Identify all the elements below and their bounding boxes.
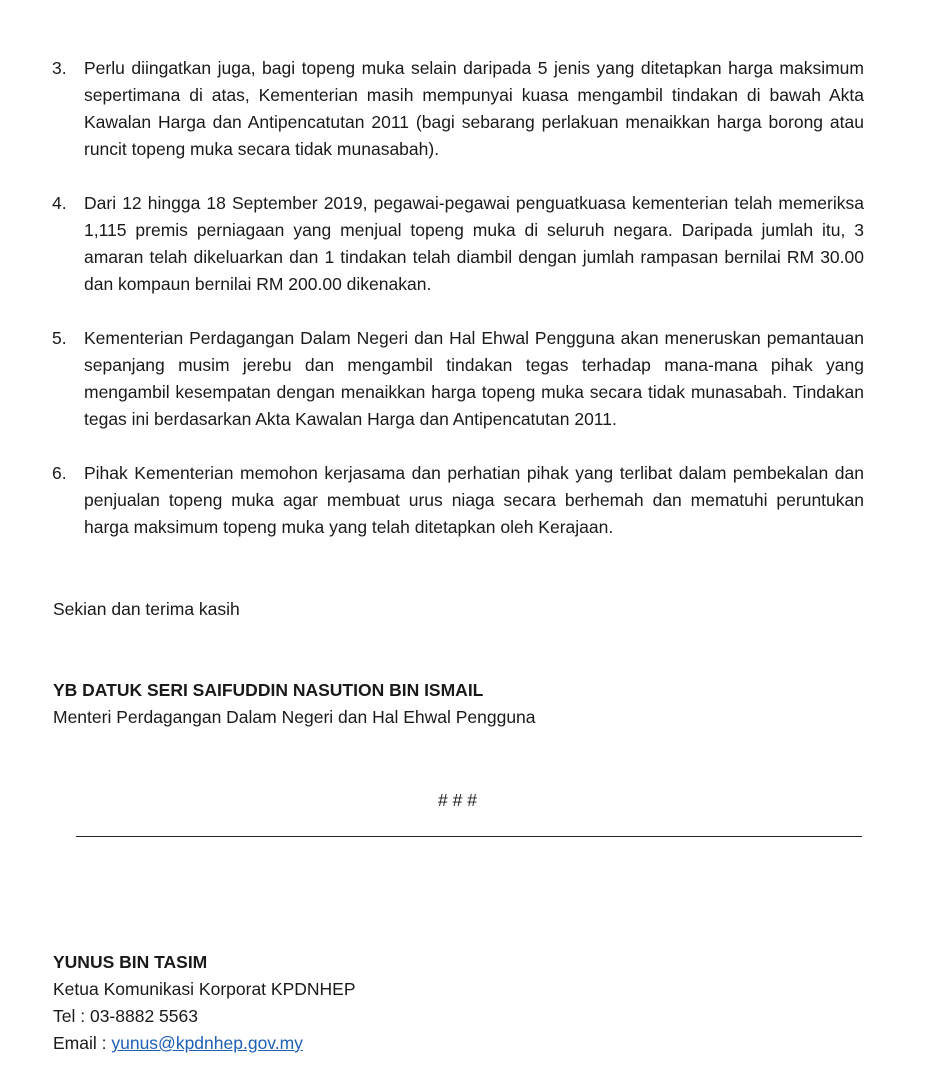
closing-remark: Sekian dan terima kasih [53,599,240,619]
signatory-name: YB DATUK SERI SAIFUDDIN NASUTION BIN ISMAIL [53,680,484,700]
paragraph-text: Pihak Kementerian memohon kerjasama dan perhatian pihak yang terlibat dalam pembekalan dan penjualan topeng muka agar membuat urus niaga secara berhemah dan mematuhi peruntukan harga maksimum topeng muka yang telah ditetapkan oleh Kerajaan. [84,463,864,537]
paragraph-text: Kementerian Perdagangan Dalam Negeri dan Hal Ehwal Pengguna akan meneruskan pemantauan sepanjang musim jerebu dan mengambil tindakan tegas terhadap mana-mana pihak yang mengambil kesempatan dengan menaikkan harga topeng muka secara tidak munasabah. Tindakan tegas ini berdasarkan Akta Kawalan Harga dan Antipencatutan 2011. [84,328,864,429]
email-label: Email : [53,1033,112,1053]
paragraph-text: Dari 12 hingga 18 September 2019, pegawai-pegawai penguatkuasa kementerian telah memeriksa 1,115 premis perniagaan yang menjual topeng muka di seluruh negara. Daripada jumlah itu, 3 amaran telah dikeluarkan dan 1 tindakan telah diambil dengan jumlah rampasan bernilai RM 30.00 dan kompaun bernilai RM 200.00 dikenakan. [84,193,864,294]
paragraph-number: 3. [52,58,67,78]
phone-number: 03-8882 5563 [89,1006,198,1026]
paragraph-5 [52,325,864,433]
paragraph-6 [52,460,864,541]
paragraph-number: 6. [52,463,67,483]
paragraph-3 [52,55,864,163]
paragraph-4 [52,190,864,298]
paragraph-number: 4. [52,193,67,213]
contact-name: YUNUS BIN TASIM [53,952,208,972]
horizontal-divider [76,836,862,837]
numbered-paragraph-list [52,55,864,568]
signatory-title: Menteri Perdagangan Dalam Negeri dan Hal Ehwal Pengguna [53,707,536,727]
contact-block [53,949,356,1057]
contact-phone-line [53,1003,356,1030]
paragraph-text: Perlu diingatkan juga, bagi topeng muka selain daripada 5 jenis yang ditetapkan harga maksimum sepertimana di atas, Kementerian masih mempunyai kuasa mengambil tindakan di bawah Akta Kawalan Harga dan Antipencatutan 2011 (bagi sebarang perlakuan menaikkan harga borong atau runcit topeng muka secara tidak munasabah). [84,58,864,159]
email-link[interactable]: yunus@kpdnhep.gov.my [111,1033,303,1053]
paragraph-number: 5. [52,328,67,348]
phone-label: Tel : [53,1006,90,1026]
contact-email-line [53,1030,356,1057]
end-of-release-mark: # # # [438,790,477,810]
contact-title: Ketua Komunikasi Korporat KPDNHEP [53,979,356,999]
